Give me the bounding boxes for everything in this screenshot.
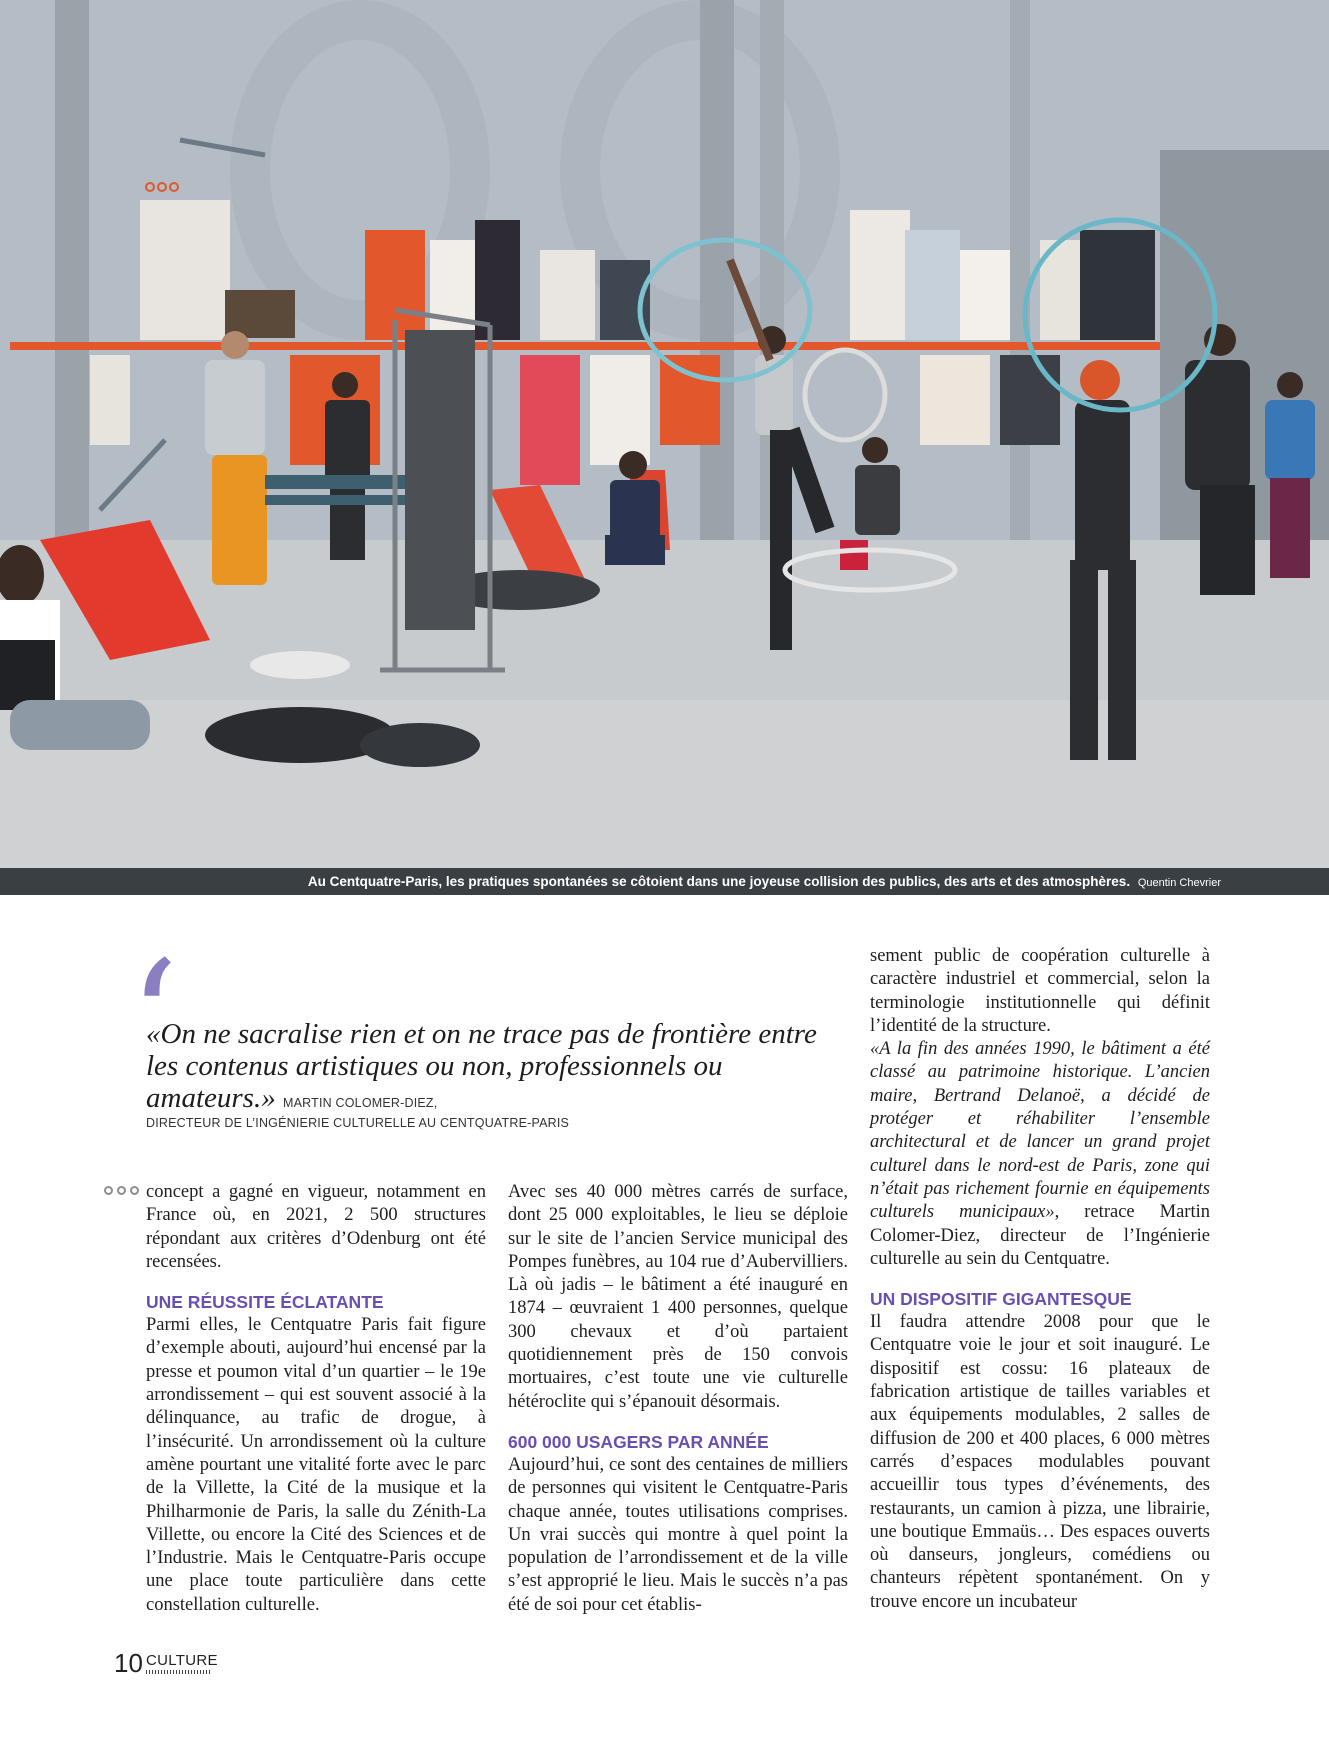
subheading: 600 000 USAGERS PAR ANNÉE <box>508 1431 769 1452</box>
photo-caption-bar <box>0 868 1329 895</box>
photo-credit: Quentin Chevrier <box>1137 877 1221 889</box>
page-number: 10 <box>114 1648 143 1678</box>
inline-quote-attribution: , retrace Martin Colomer-Diez, directeur de l’Ingénierie culturelle au sein du Centquatre. <box>870 1202 1210 1269</box>
continuation-dots-icon <box>104 1186 139 1195</box>
section-rule <box>146 1670 212 1674</box>
photo-caption: Au Centquatre-Paris, les pratiques spontanées se côtoient dans une joyeuse collision des publics, des arts et des atmosphères. <box>307 874 1131 889</box>
subheading: UNE RÉUSSITE ÉCLATANTE <box>146 1292 384 1313</box>
article-column-1 <box>146 1181 486 1617</box>
body-paragraph-quote <box>870 1038 1210 1271</box>
body-paragraph: Parmi elles, le Centquatre Paris fait figure d’exemple abouti, aujourd’hui encensé par la presse et poumon vital d’un quartier – le 19e arrondissement – qui est souvent associé à la délinquance, au trafic de drogue, à l’insécurité. Un arrondissement où la culture amène pourtant une vitalité forte avec le parc de la Villette, la Cité de la musique et la Philharmonie de Paris, la salle du Zénith-La Villette, ou encore la Cité des Sciences et de l’Industrie. Mais le Centquatre-Paris occupe une place toute particulière dans cette constellation culturelle. <box>146 1315 486 1615</box>
body-paragraph: Il faudra attendre 2008 pour que le Centquatre voie le jour et soit inauguré. Le dispositif est cossu: 16 plateaux de fabrication artistique de tailles variables et aux équipements modulables, 2 salles de diffusion de 200 et 400 places, 6 000 mètres carrés d’espaces modulables pouvant accueillir tous types d’événements, des restaurants, un camion à pizza, une librairie, une boutique Emmaüs… Des espaces ouverts où danseurs, jongleurs, comédiens ou chanteurs répètent spontanément. On y trouve encore un incubateur <box>870 1312 1210 1612</box>
hero-photo <box>0 0 1329 868</box>
photo-illustration <box>0 0 1329 868</box>
pull-quote-author: MARTIN COLOMER-DIEZ, <box>282 1096 438 1110</box>
quote-mark-icon: ‘ <box>128 926 179 1113</box>
pull-quote-text: «On ne sacralise rien et on ne trace pas de frontière entre les contenus artistiques ou non, professionnels ou amateurs.» <box>146 1018 817 1114</box>
body-paragraph: concept a gagné en vigueur, notamment en France où, en 2021, 2 500 structures répondant aux critères d’Odenburg ont été recensées. <box>146 1182 486 1272</box>
article-column-3 <box>870 945 1210 1614</box>
pull-quote-role: DIRECTEUR DE L’INGÉNIERIE CULTURELLE AU CENTQUATRE-PARIS <box>146 1116 570 1130</box>
article-column-2 <box>508 1181 848 1617</box>
body-paragraph: Avec ses 40 000 mètres carrés de surface, dont 25 000 exploitables, le lieu se déploie sur le site de l’ancien Service municipal des Pompes funèbres, au 104 rue d’Aubervilliers. Là où jadis – le bâtiment a été inauguré en 1874 – œuvraient 1 400 personnes, quelque 300 chevaux et d’où partaient quotidiennement près de 150 convois mortuaires, c’est toute une vie culturelle hétéroclite qui s’épanouit désormais. <box>508 1182 848 1412</box>
subheading: UN DISPOSITIF GIGANTESQUE <box>870 1289 1132 1310</box>
body-paragraph: Aujourd’hui, ce sont des centaines de milliers de personnes qui visitent le Centquatre-Paris chaque année, toutes utilisations comprises. Un vrai succès qui montre à quel point la population de l’arrondissement et de la ville s’est approprié le lieu. Mais le succès n’a pas été de soi pour cet établis- <box>508 1454 848 1615</box>
inline-quote: «A la fin des années 1990, le bâtiment a été classé au patrimoine historique. L’ancien maire, Bertrand Delanoë, a décidé de protéger et réhabiliter l’ensemble architectural et de lancer un grand projet culturel dans le nord-est de Paris, zone qui n’était pas richement fournie en équipements culturels municipaux» <box>870 1039 1210 1223</box>
pull-quote <box>146 1018 846 1119</box>
section-label: CULTURE <box>146 1652 218 1669</box>
body-paragraph: sement public de coopération culturelle à caractère industriel et commercial, selon la terminologie institutionnelle qui définit l’identité de la structure. <box>870 946 1210 1036</box>
